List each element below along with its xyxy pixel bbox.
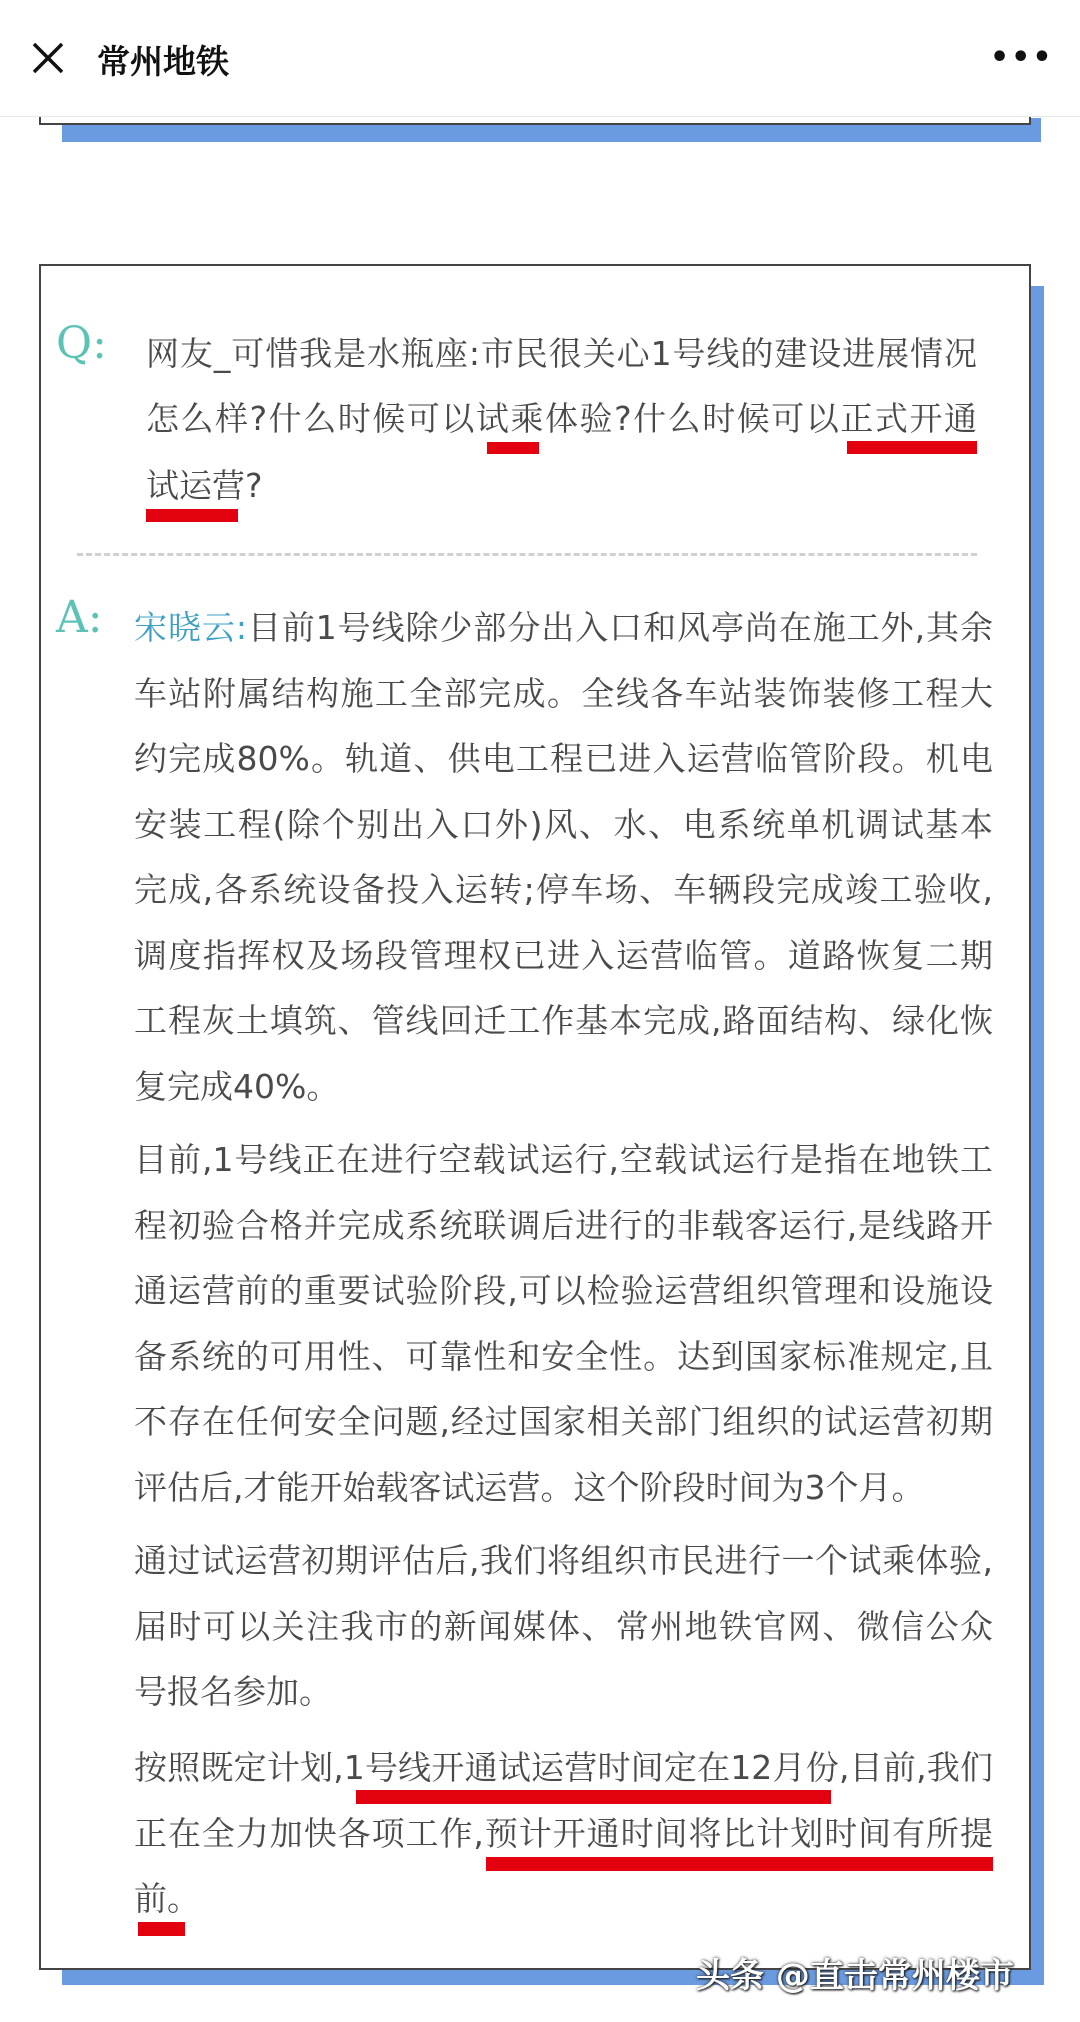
question-line: 网友_可惜我是水瓶座:市民很关心1号线的建设进展情况 xyxy=(146,334,977,373)
card-shadow-right xyxy=(1029,286,1044,1985)
highlight-underline xyxy=(486,1857,993,1871)
highlight-underline xyxy=(487,442,539,454)
answer-line: 号报名参加。 xyxy=(134,1672,332,1711)
answer-line: 调度指挥权及场段管理权已进入运营临管。道路恢复二期 xyxy=(134,935,993,975)
answer-line: 前。 xyxy=(134,1879,200,1918)
close-icon[interactable] xyxy=(30,40,66,76)
answer-speaker: 宋晓云: xyxy=(134,608,247,647)
answer-mark-label: A: xyxy=(56,592,103,643)
highlight-underline xyxy=(146,509,238,522)
page-title: 常州地铁 xyxy=(97,42,229,81)
answer-line: 备系统的可用性、可靠性和安全性。达到国家标准规定,且 xyxy=(134,1336,993,1376)
answer-line: 按照既定计划,1号线开通试运营时间定在12月份,目前,我们 xyxy=(134,1748,993,1787)
answer-line: 完成,各系统设备投入运转;停车场、车辆段完成竣工验收, xyxy=(134,870,993,909)
answer-line: 通过试运营初期评估后,我们将组织市民进行一个试乘体验, xyxy=(134,1541,993,1580)
question-mark-label: Q: xyxy=(56,318,107,369)
answer-line: 正在全力加快各项工作,预计开通时间将比计划时间有所提 xyxy=(134,1813,993,1853)
answer-line: 通运营前的重要试验阶段,可以检验运营组织管理和设施设 xyxy=(134,1271,993,1310)
answer-line: 不存在任何安全问题,经过国家相关部门组织的试运营初期 xyxy=(134,1402,993,1441)
answer-line: 程初验合格并完成系统联调后进行的非载客运行,是线路开 xyxy=(134,1205,993,1245)
answer-line: 评估后,才能开始载客试运营。这个阶段时间为3个月。 xyxy=(134,1467,925,1507)
watermark: 头条 @直击常州楼市 xyxy=(696,1956,1014,1996)
question-line: 试运营? xyxy=(146,466,263,505)
answer-line: 目前,1号线正在进行空载试运行,空载试运行是指在地铁工 xyxy=(134,1140,993,1179)
answer-line: 工程灰土填筑、管线回迁工作基本完成,路面结构、绿化恢 xyxy=(134,1001,993,1040)
answer-line: 届时可以关注我市的新闻媒体、常州地铁官网、微信公众 xyxy=(134,1606,993,1646)
answer-line: 车站附属结构施工全部完成。全线各车站装饰装修工程大 xyxy=(134,673,993,713)
answer-line: 安装工程(除个别出入口外)风、水、电系统单机调试基本 xyxy=(134,804,993,844)
more-dots-icon[interactable]: ••• xyxy=(990,40,1054,75)
answer-line: 复完成40%。 xyxy=(134,1066,340,1106)
highlight-underline xyxy=(138,1922,185,1936)
top-bar xyxy=(0,0,1080,117)
answer-line: 约完成80%。轨道、供电工程已进入运营临管阶段。机电 xyxy=(134,739,993,778)
highlight-underline xyxy=(356,1790,831,1804)
question-line: 怎么样?什么时候可以试乘体验?什么时候可以正式开通 xyxy=(146,399,977,438)
answer-line: 宋晓云:目前1号线除少部分出入口和风亭尚在施工外,其余 xyxy=(134,608,993,647)
highlight-underline xyxy=(847,441,977,454)
divider xyxy=(77,553,977,556)
